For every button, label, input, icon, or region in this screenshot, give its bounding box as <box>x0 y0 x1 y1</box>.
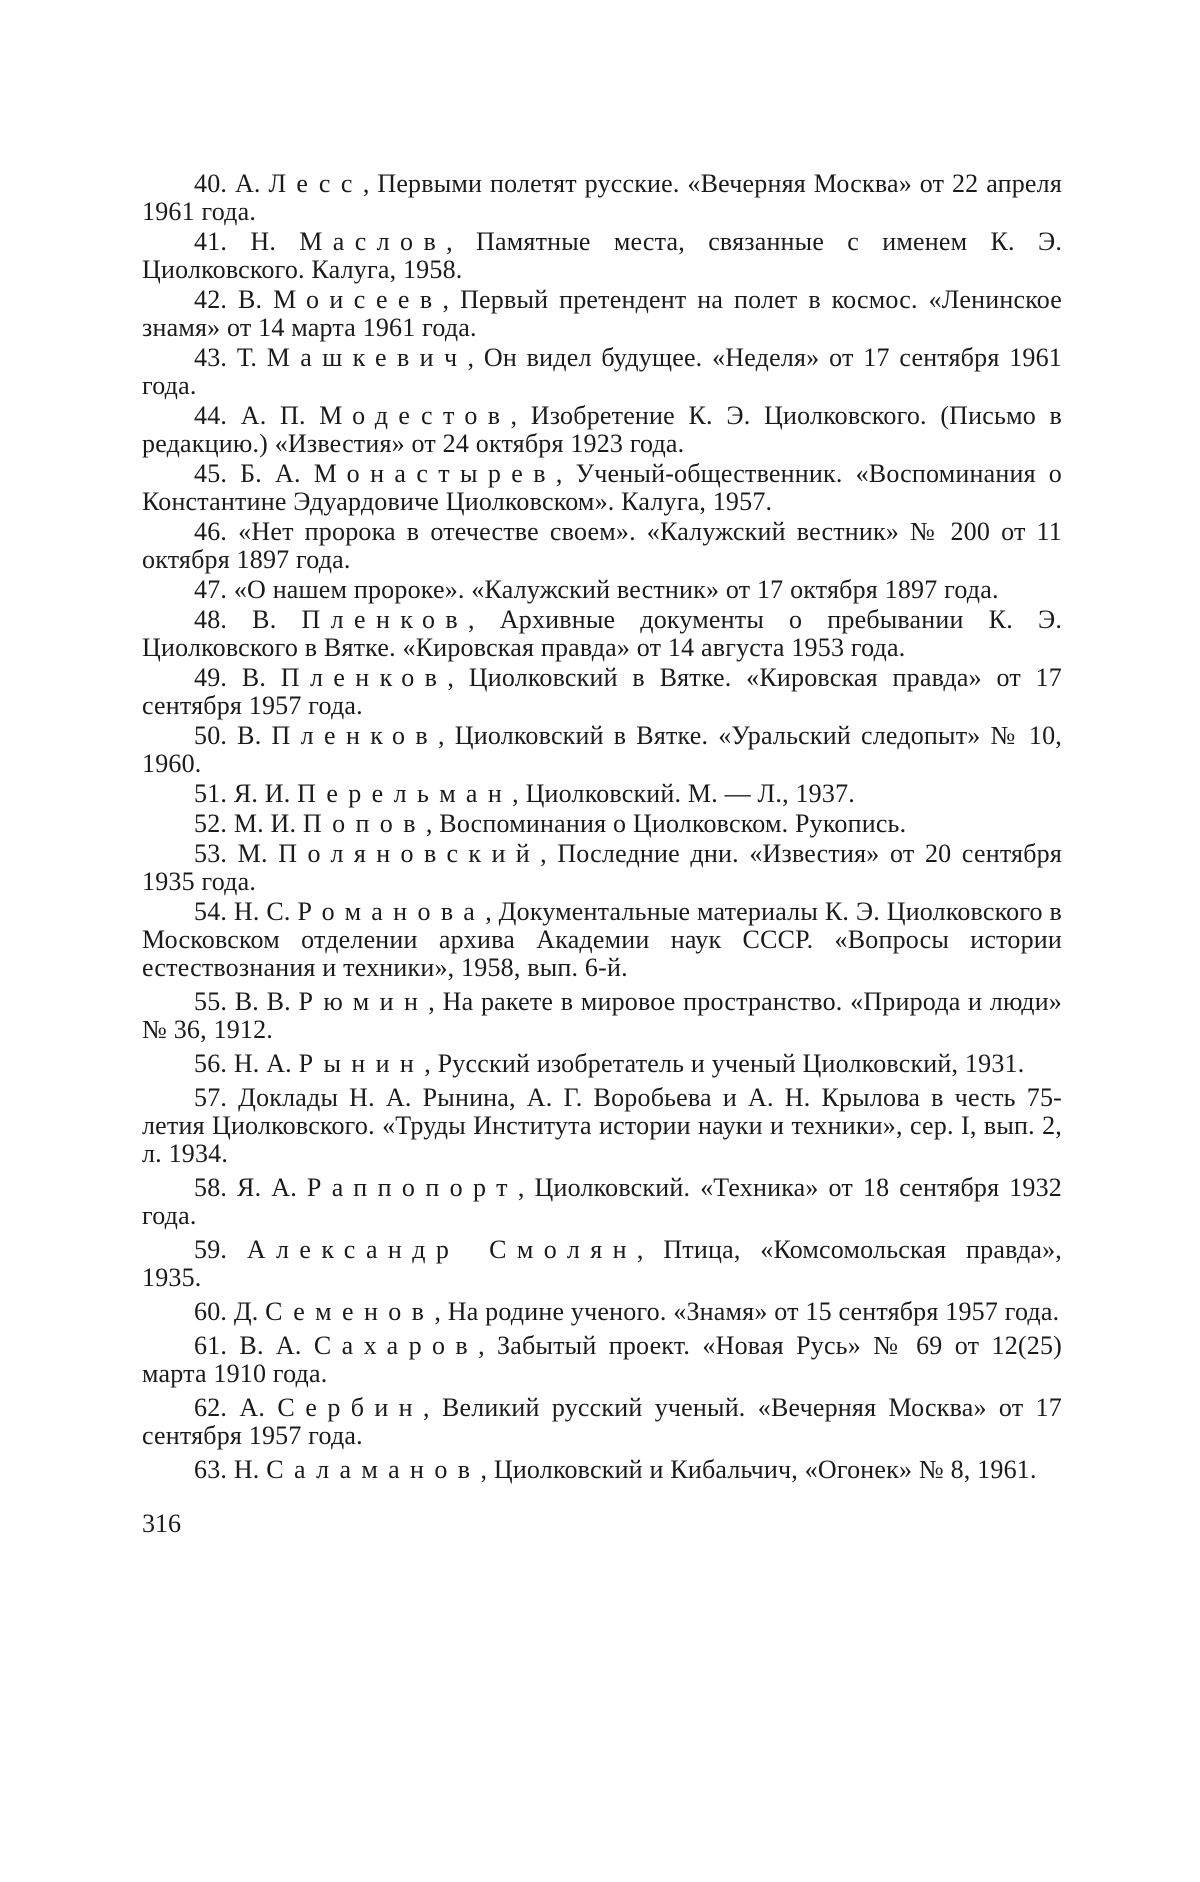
entry-author-surname: Семенов <box>265 1297 435 1326</box>
entry-number: 50. <box>194 721 228 750</box>
entry-number: 57. <box>194 1083 228 1112</box>
entry-number: 48. <box>194 605 228 634</box>
entry-text: , Первыми полетят русские. «Вечерняя Москва» от 22 апреля 1961 года. <box>142 169 1063 226</box>
bibliography-entry <box>142 1456 1062 1484</box>
bibliography-entry <box>142 518 1062 574</box>
entry-text: , Циолковский в Вятке. «Кировская правда» от 17 сентября 1957 года. <box>142 663 1062 720</box>
entry-number: 55. <box>194 987 228 1016</box>
entry-text: , Великий русский ученый. «Вечерняя Москва» от 17 сентября 1957 года. <box>142 1393 1063 1450</box>
entry-author-surname: Сербин <box>277 1393 423 1422</box>
entry-text: , Он видел будущее. «Неделя» от 17 сентября 1961 года. <box>142 343 1063 400</box>
entry-author-surname: Маслов <box>299 227 447 256</box>
entry-author-surname: Раппопорт <box>306 1173 518 1202</box>
entry-number: 41. <box>194 227 228 256</box>
entry-author-surname: Моисеев <box>273 285 443 314</box>
entry-number: 42. <box>194 285 228 314</box>
entry-author-surname: Лесс <box>268 169 363 198</box>
entry-text: , Первый претендент на полет в космос. «Ленинское знамя» от 14 марта 1961 года. <box>142 285 1063 342</box>
entry-text: , Циолковский. «Техника» от 18 сентября 1932 года. <box>142 1173 1063 1230</box>
entry-author-surname: Романова <box>297 897 486 926</box>
bibliography-entry <box>142 170 1062 226</box>
entry-author-surname: Попов <box>302 809 426 838</box>
bibliography-entry <box>142 810 1062 838</box>
entry-text: , Воспоминания о Циолковском. Рукопись. <box>425 809 907 838</box>
bibliography-entry <box>142 1394 1062 1450</box>
entry-author-surname: Пленков <box>271 721 439 750</box>
entry-number: 56. <box>194 1049 228 1078</box>
entry-author-surname: Монастырев <box>313 459 556 488</box>
entry-number: 45. <box>194 459 228 488</box>
entry-author-surname: Саламанов <box>266 1455 481 1484</box>
entry-author-initials: Я. И. <box>233 779 291 808</box>
entry-author-initials: Б. А. <box>240 459 301 488</box>
entry-author-initials: Н. <box>250 227 277 256</box>
bibliography-entry <box>142 576 1062 604</box>
page-content <box>142 170 1062 1538</box>
entry-text: , На родине ученого. «Знамя» от 15 сентября 1957 года. <box>434 1297 1060 1326</box>
bibliography-entry <box>142 344 1062 400</box>
entry-text: , Ученый-общественник. «Воспоминания о Константине Эдуардовиче Циолковском». Калуга, 1957. <box>142 459 1062 516</box>
entry-author-initials: Н. С. <box>233 897 291 926</box>
entry-author-initials: А. П. <box>240 401 306 430</box>
bibliography-entry <box>142 286 1062 342</box>
entry-text: , На ракете в мировое пространство. «Природа и люди» № 36, 1912. <box>142 987 1063 1044</box>
entry-number: 49. <box>194 663 228 692</box>
entry-number: 62. <box>194 1393 228 1422</box>
bibliography-entry <box>142 1174 1062 1230</box>
bibliography-entry <box>142 1084 1062 1168</box>
entry-author-surname: Перельман <box>297 779 513 808</box>
bibliography-entry <box>142 606 1062 662</box>
entry-author-initials: В. <box>241 663 267 692</box>
entry-author-surname: Сахаров <box>313 1331 479 1360</box>
entry-text: , Последние дни. «Известия» от 20 сентября 1935 года. <box>142 839 1063 896</box>
entry-author-surname: Машкевич <box>266 343 468 372</box>
entry-author-initials: Т. <box>236 343 258 372</box>
entry-text: , Забытый проект. «Новая Русь» № 69 от 12(25) марта 1910 года. <box>142 1331 1063 1388</box>
entry-text: , Архивные документы о пребывании К. Э. Циолковского в Вятке. «Кировская правда» от 14 августа 1953 года. <box>142 605 1063 662</box>
entry-author-initials: В. А. <box>239 1331 302 1360</box>
entry-number: 40. <box>194 169 228 198</box>
entry-author-surname: Пленков <box>301 605 469 634</box>
entry-author-initials: В. <box>252 605 277 634</box>
bibliography-entry <box>142 988 1062 1044</box>
bibliography-entry <box>142 460 1062 516</box>
entry-number: 47. <box>194 575 228 604</box>
entry-number: 46. <box>194 517 228 546</box>
entry-author-surname: Александр Смолян <box>246 1235 637 1264</box>
entry-author-surname: Модестов <box>319 401 511 430</box>
entry-author-surname: Пленков <box>280 663 448 692</box>
bibliography-entry <box>142 840 1062 896</box>
bibliography-entry <box>142 780 1062 808</box>
entry-text: , Птица, «Комсомольская правда», 1935. <box>142 1235 1063 1292</box>
entry-author-initials: В. <box>237 285 263 314</box>
entry-author-surname: Рюмин <box>298 987 429 1016</box>
entry-author-surname: Поляновский <box>278 839 541 868</box>
entry-text: Доклады Н. А. Рынина, А. Г. Воробьева и А. Н. Крылова в честь 75-летия Циолковского. «Труды Института истории науки и техники», сер. I, вып. 2, л. 1934. <box>142 1083 1062 1168</box>
entry-number: 44. <box>194 401 228 430</box>
entry-number: 63. <box>194 1455 228 1484</box>
bibliography-entry <box>142 228 1062 284</box>
entry-text: , Циолковский и Кибальчич, «Огонек» № 8, 1961. <box>480 1455 1037 1484</box>
entry-author-initials: Н. <box>233 1455 260 1484</box>
entry-number: 53. <box>194 839 228 868</box>
bibliography-entry <box>142 722 1062 778</box>
bibliography-entry <box>142 1298 1062 1326</box>
entry-text: «О нашем пророке». «Калужский вестник» от 17 октября 1897 года. <box>233 575 999 604</box>
bibliography-entry <box>142 664 1062 720</box>
entry-text: , Русский изобретатель и ученый Циолковский, 1931. <box>424 1049 1025 1078</box>
bibliography-entry <box>142 402 1062 458</box>
entry-author-surname: Рынин <box>298 1049 425 1078</box>
bibliography-entry <box>142 1332 1062 1388</box>
entry-text: , Документальные материалы К. Э. Циолковского в Московском отделении архива Академии наук СССР. «Вопросы истории естествознания и техники», 1958, вып. 6-й. <box>142 897 1063 982</box>
entry-number: 51. <box>194 779 228 808</box>
bibliography-entry <box>142 898 1062 982</box>
entry-author-initials: Я. А. <box>237 1173 297 1202</box>
entry-author-initials: Н. А. <box>233 1049 292 1078</box>
entry-author-initials: В. В. <box>234 987 291 1016</box>
entry-author-initials: М. И. <box>233 809 297 838</box>
entry-author-initials: В. <box>237 721 262 750</box>
entry-number: 43. <box>194 343 228 372</box>
entry-number: 52. <box>194 809 228 838</box>
entry-number: 58. <box>194 1173 228 1202</box>
entry-text: , Циолковский. М. — Л., 1937. <box>512 779 855 808</box>
entry-text: , Циолковский в Вятке. «Уральский следопыт» № 10, 1960. <box>142 721 1062 778</box>
entry-text: , Памятные места, связанные с именем К. Э. Циолковского. Калуга, 1958. <box>142 227 1063 284</box>
entry-text: «Нет пророка в отечестве своем». «Калужский вестник» № 200 от 11 октября 1897 года. <box>142 517 1062 574</box>
entry-author-initials: А. <box>234 169 261 198</box>
bibliography-entry <box>142 1050 1062 1078</box>
entry-text: , Изобретение К. Э. Циолковского. (Письмо в редакцию.) «Известия» от 24 октября 1923 года. <box>142 401 1062 458</box>
entry-number: 54. <box>194 897 228 926</box>
bibliography-entry <box>142 1236 1062 1292</box>
bibliography-list <box>142 170 1062 1484</box>
entry-number: 59. <box>194 1235 228 1264</box>
entry-author-initials: М. <box>237 839 268 868</box>
entry-author-initials: Д. <box>233 1297 259 1326</box>
entry-number: 61. <box>194 1331 228 1360</box>
entry-author-initials: А. <box>239 1393 266 1422</box>
page-number: 316 <box>142 1509 181 1538</box>
entry-number: 60. <box>194 1297 228 1326</box>
